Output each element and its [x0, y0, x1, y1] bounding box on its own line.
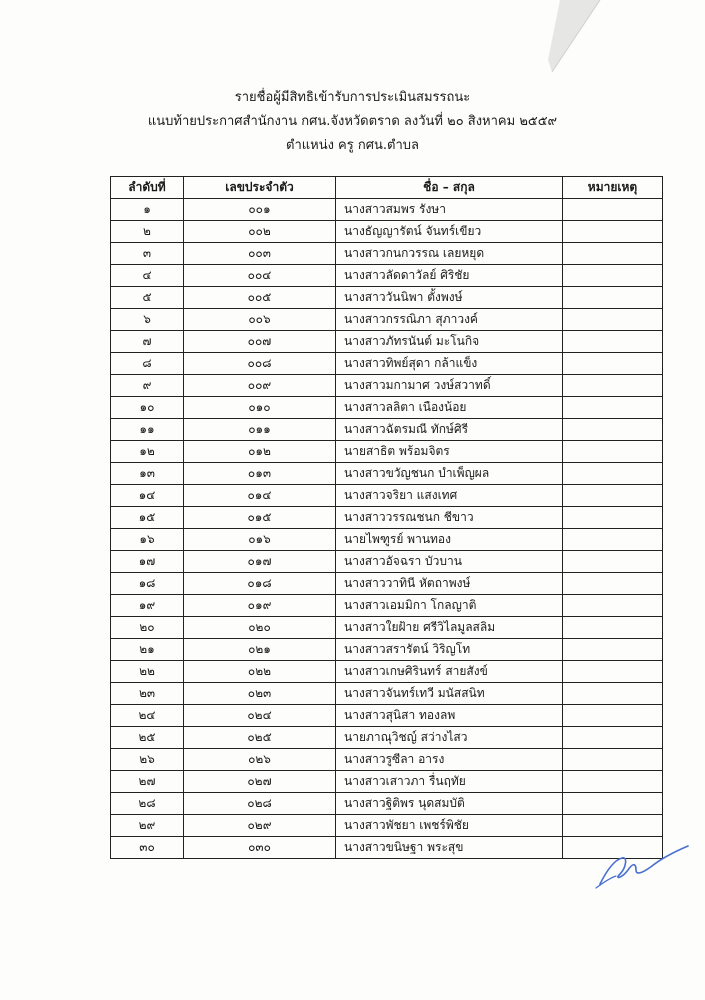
row-id: ๐๐๒ — [184, 221, 336, 243]
row-order: ๒๖ — [111, 749, 184, 771]
row-order: ๒๓ — [111, 683, 184, 705]
row-name: นางสาววรรณชนก ชีขาว — [336, 507, 563, 529]
table-row — [111, 353, 663, 375]
row-name: นางสาวขวัญชนก บำเพ็ญผล — [336, 463, 563, 485]
row-id: ๐๐๑ — [184, 199, 336, 221]
row-remark — [563, 309, 663, 331]
row-name: นางสาวเกษศิรินทร์ สายสังข์ — [336, 661, 563, 683]
row-remark — [563, 353, 663, 375]
table-row — [111, 661, 663, 683]
table-row — [111, 749, 663, 771]
row-id: ๐๑๑ — [184, 419, 336, 441]
row-remark — [563, 265, 663, 287]
table-row — [111, 595, 663, 617]
row-remark — [563, 199, 663, 221]
row-order: ๑๖ — [111, 529, 184, 551]
table-row — [111, 397, 663, 419]
row-name: นางสาวใยฝ้าย ศรีวิไลมูลสลิม — [336, 617, 563, 639]
row-order: ๑๔ — [111, 485, 184, 507]
column-header-id: เลขประจำตัว — [184, 177, 336, 199]
row-name: นางสาววาทินี หัตถาพงษ์ — [336, 573, 563, 595]
candidate-table — [110, 176, 663, 859]
row-order: ๒๗ — [111, 771, 184, 793]
row-remark — [563, 749, 663, 771]
row-order: ๑๒ — [111, 441, 184, 463]
row-remark — [563, 441, 663, 463]
row-id: ๐๐๗ — [184, 331, 336, 353]
row-id: ๐๑๗ — [184, 551, 336, 573]
row-name: นางสาวฐิติพร นุดสมบัติ — [336, 793, 563, 815]
row-name: นางสาวลลิตา เนืองน้อย — [336, 397, 563, 419]
row-order: ๒๔ — [111, 705, 184, 727]
row-name: นางสาวทิพย์สุดา กล้าแข็ง — [336, 353, 563, 375]
table-row — [111, 375, 663, 397]
row-order: ๔ — [111, 265, 184, 287]
table-row — [111, 793, 663, 815]
table-row — [111, 529, 663, 551]
row-order: ๒๑ — [111, 639, 184, 661]
row-remark — [563, 507, 663, 529]
row-id: ๐๑๔ — [184, 485, 336, 507]
row-name: นางสาวกนกวรรณ เลยหยุด — [336, 243, 563, 265]
row-id: ๐๒๘ — [184, 793, 336, 815]
row-name: นายไพฑูรย์ พานทอง — [336, 529, 563, 551]
document-title: รายชื่อผู้มีสิทธิเข้ารับการประเมินสมรรถนะ — [234, 90, 471, 105]
table-row — [111, 419, 663, 441]
row-name: นายภาณุวิชญ์ สว่างไสว — [336, 727, 563, 749]
table-row — [111, 617, 663, 639]
row-remark — [563, 419, 663, 441]
table-row — [111, 705, 663, 727]
table-header-row — [111, 177, 663, 199]
row-order: ๑๓ — [111, 463, 184, 485]
table-row — [111, 331, 663, 353]
table-row — [111, 683, 663, 705]
row-id: ๐๒๐ — [184, 617, 336, 639]
row-remark — [563, 727, 663, 749]
row-id: ๐๐๖ — [184, 309, 336, 331]
table-body — [111, 199, 663, 859]
table-row — [111, 441, 663, 463]
table-row — [111, 815, 663, 837]
row-name: นางสาวกรรณิภา สุภาวงค์ — [336, 309, 563, 331]
row-name: นางสาวเอมมิกา โกลญาติ — [336, 595, 563, 617]
row-name: นางสาวสุนิสา ทองลพ — [336, 705, 563, 727]
row-name: นางสาวลัดดาวัลย์ ศิริชัย — [336, 265, 563, 287]
row-name: นางสาวจริยา แสงเทศ — [336, 485, 563, 507]
row-order: ๖ — [111, 309, 184, 331]
table-row — [111, 463, 663, 485]
row-id: ๐๑๒ — [184, 441, 336, 463]
row-name: นางสาวอัจฉรา บัวบาน — [336, 551, 563, 573]
row-id: ๐๑๓ — [184, 463, 336, 485]
row-name: นางสาวมกามาศ วงษ์สวาทดิ์ — [336, 375, 563, 397]
table-row — [111, 309, 663, 331]
row-remark — [563, 397, 663, 419]
row-name: นางสาวภัทรนันต์ มะโนกิจ — [336, 331, 563, 353]
row-name: นายสาธิต พร้อมจิตร — [336, 441, 563, 463]
row-name: นางสาวเสาวภา รื่นฤทัย — [336, 771, 563, 793]
row-remark — [563, 375, 663, 397]
row-order: ๑๘ — [111, 573, 184, 595]
row-name: นางสาวสรารัตน์ วิริญโท — [336, 639, 563, 661]
row-id: ๐๑๕ — [184, 507, 336, 529]
row-name: นางสาวจันทร์เทวี มนัสสนิท — [336, 683, 563, 705]
row-id: ๐๒๕ — [184, 727, 336, 749]
table-row — [111, 507, 663, 529]
table-row — [111, 199, 663, 221]
row-id: ๐๐๕ — [184, 287, 336, 309]
row-id: ๐๐๘ — [184, 353, 336, 375]
table-row — [111, 551, 663, 573]
row-order: ๗ — [111, 331, 184, 353]
handwritten-signature — [592, 842, 692, 892]
document-subtitle: แนบท้ายประกาศสำนักงาน กศน.จังหวัดตราด ลงวันที่ ๒๐ สิงหาคม ๒๕๕๙ — [147, 114, 558, 129]
row-order: ๑๗ — [111, 551, 184, 573]
table-row — [111, 639, 663, 661]
column-header-order: ลำดับที่ — [111, 177, 184, 199]
row-name: นางสาววันนิพา ตั้งพงษ์ — [336, 287, 563, 309]
row-name: นางสาวสมพร รังษา — [336, 199, 563, 221]
row-name: นางสาวขนิษฐา พระสุข — [336, 837, 563, 859]
row-order: ๑๕ — [111, 507, 184, 529]
row-id: ๐๐๙ — [184, 375, 336, 397]
row-id: ๐๑๖ — [184, 529, 336, 551]
row-remark — [563, 815, 663, 837]
row-order: ๕ — [111, 287, 184, 309]
row-id: ๐๑๐ — [184, 397, 336, 419]
row-order: ๘ — [111, 353, 184, 375]
row-remark — [563, 485, 663, 507]
row-order: ๓๐ — [111, 837, 184, 859]
row-remark — [563, 683, 663, 705]
row-name: นางสาวรูซีลา อารง — [336, 749, 563, 771]
row-order: ๒๒ — [111, 661, 184, 683]
row-order: ๒๐ — [111, 617, 184, 639]
row-remark — [563, 573, 663, 595]
table-row — [111, 265, 663, 287]
table-row — [111, 573, 663, 595]
row-order: ๑๙ — [111, 595, 184, 617]
row-id: ๐๒๒ — [184, 661, 336, 683]
row-remark — [563, 793, 663, 815]
column-header-remark: หมายเหตุ — [563, 177, 663, 199]
row-remark — [563, 529, 663, 551]
row-id: ๐๒๖ — [184, 749, 336, 771]
row-id: ๐๐๔ — [184, 265, 336, 287]
table-row — [111, 221, 663, 243]
table-row — [111, 243, 663, 265]
row-id: ๐๑๙ — [184, 595, 336, 617]
row-order: ๑๑ — [111, 419, 184, 441]
row-id: ๐๒๗ — [184, 771, 336, 793]
row-name: นางธัญญารัตน์ จันทร์เขียว — [336, 221, 563, 243]
row-name: นางสาวฉัตรมณี ทักษ์ศิรี — [336, 419, 563, 441]
row-remark — [563, 331, 663, 353]
table-row — [111, 837, 663, 859]
row-id: ๐๒๓ — [184, 683, 336, 705]
row-remark — [563, 617, 663, 639]
document-header — [0, 86, 705, 158]
row-id: ๐๒๙ — [184, 815, 336, 837]
row-remark — [563, 287, 663, 309]
row-order: ๒ — [111, 221, 184, 243]
row-remark — [563, 221, 663, 243]
row-remark — [563, 551, 663, 573]
row-name: นางสาวพัชยา เพชร์พิชัย — [336, 815, 563, 837]
row-id: ๐๒๔ — [184, 705, 336, 727]
row-id: ๐๒๑ — [184, 639, 336, 661]
row-order: ๙ — [111, 375, 184, 397]
row-order: ๒๙ — [111, 815, 184, 837]
row-remark — [563, 771, 663, 793]
document-position: ตำแหน่ง ครู กศน.ตำบล — [286, 138, 419, 153]
row-remark — [563, 243, 663, 265]
row-remark — [563, 705, 663, 727]
row-remark — [563, 661, 663, 683]
row-id: ๐๑๘ — [184, 573, 336, 595]
table-row — [111, 287, 663, 309]
table-row — [111, 727, 663, 749]
row-remark — [563, 639, 663, 661]
row-order: ๓ — [111, 243, 184, 265]
row-order: ๑๐ — [111, 397, 184, 419]
table-row — [111, 485, 663, 507]
row-remark — [563, 595, 663, 617]
column-header-name: ชื่อ – สกุล — [336, 177, 563, 199]
row-order: ๑ — [111, 199, 184, 221]
row-id: ๐๐๓ — [184, 243, 336, 265]
row-order: ๒๘ — [111, 793, 184, 815]
row-order: ๒๕ — [111, 727, 184, 749]
table-row — [111, 771, 663, 793]
row-remark — [563, 463, 663, 485]
row-id: ๐๓๐ — [184, 837, 336, 859]
